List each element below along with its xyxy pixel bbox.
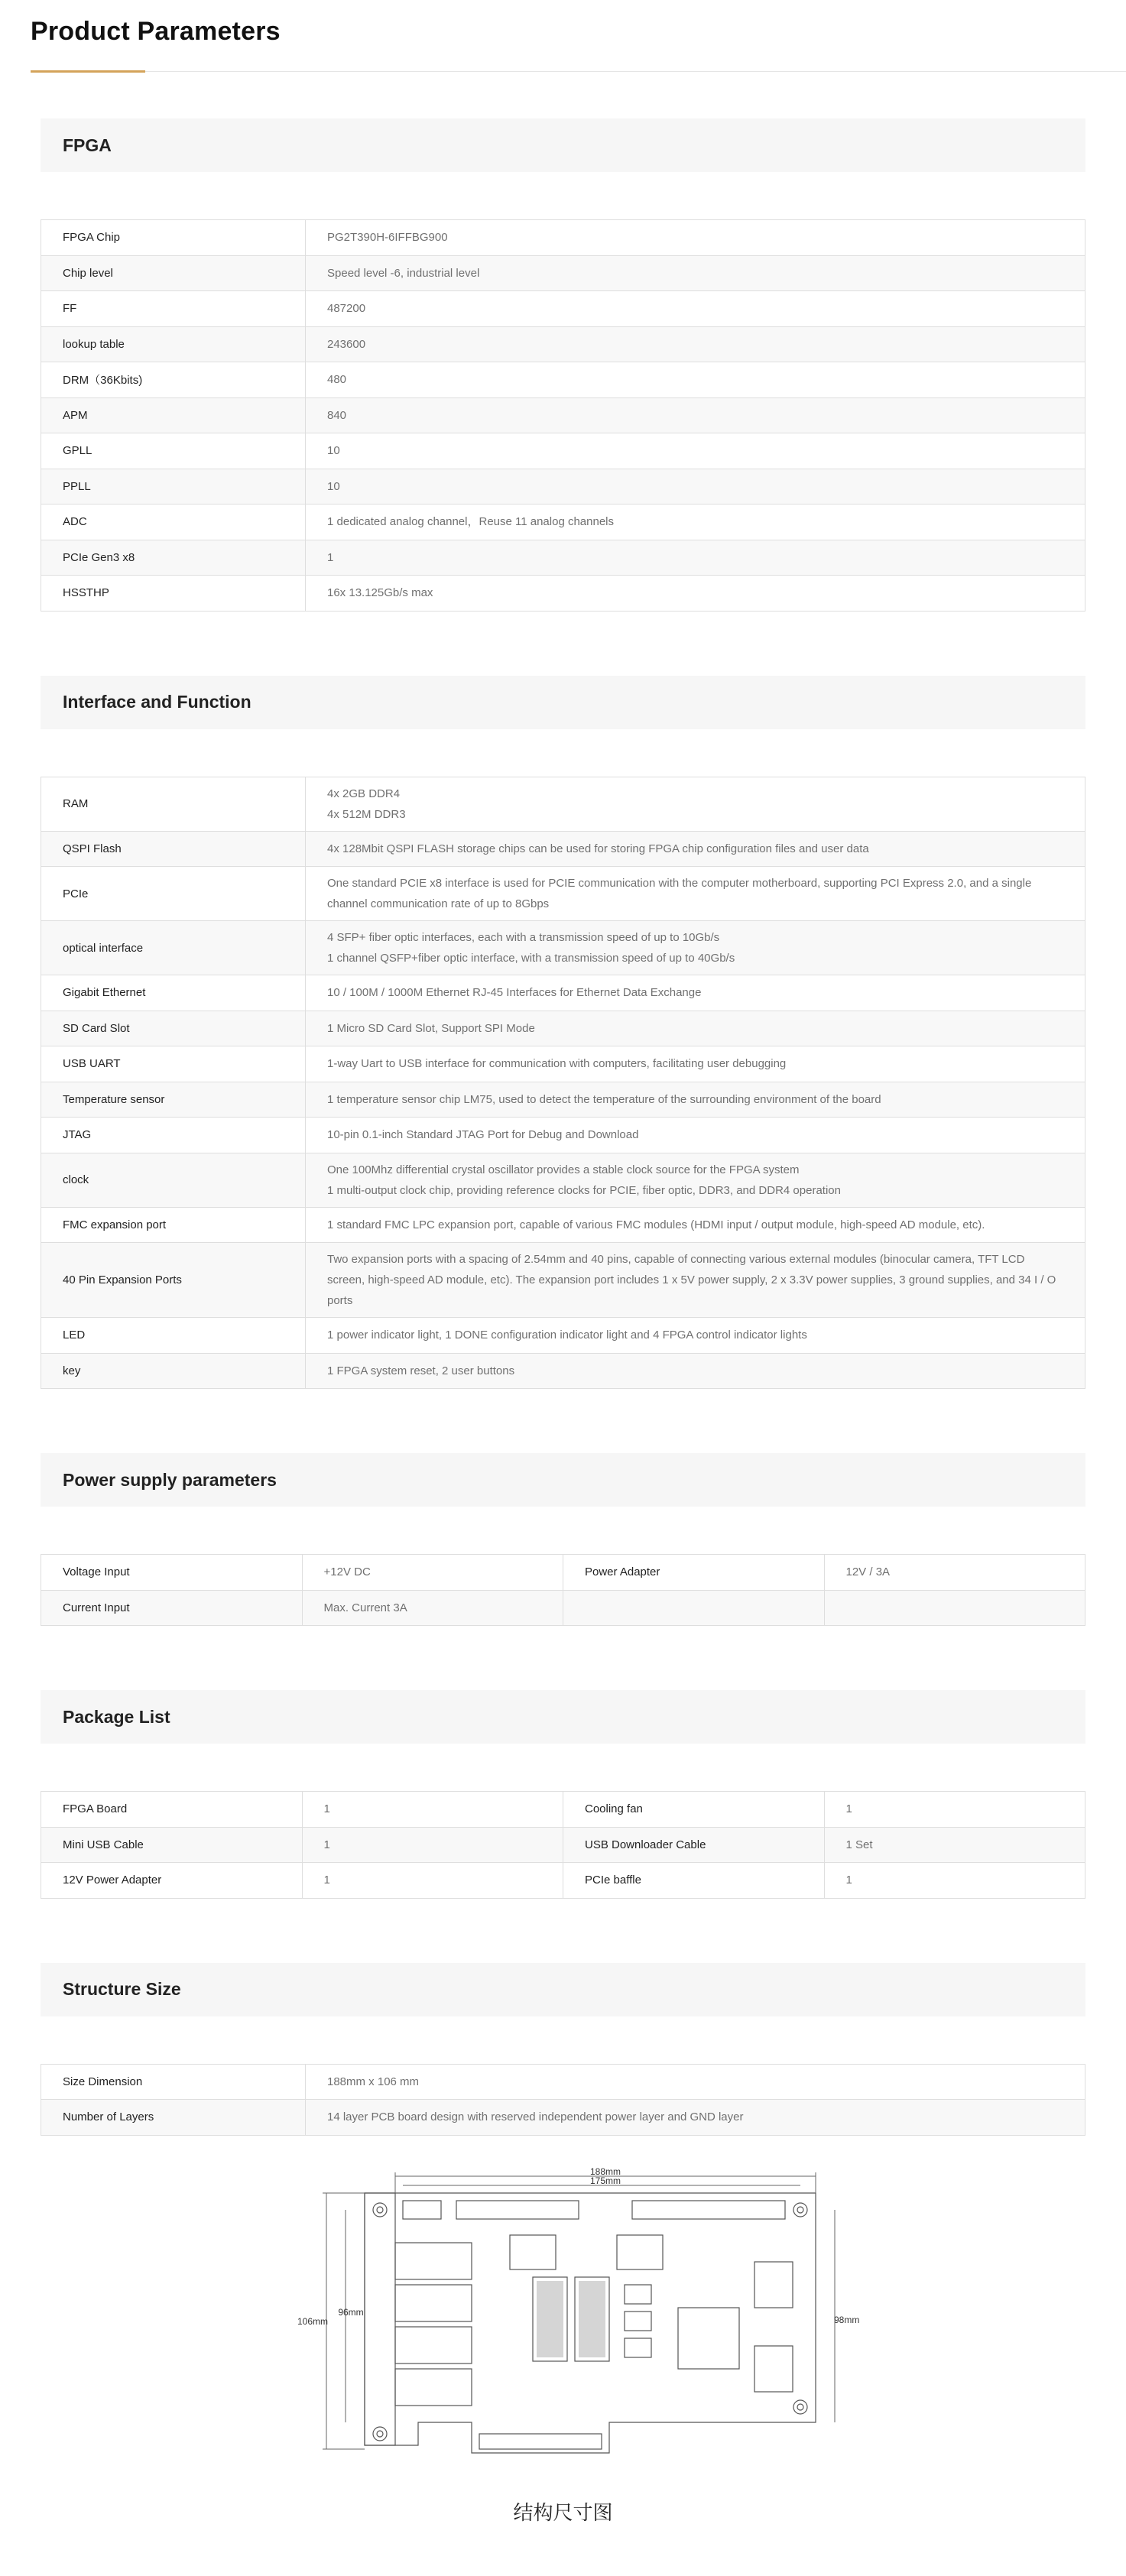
bottom-spacer bbox=[41, 2526, 1085, 2576]
spec-value: Max. Current 3A bbox=[302, 1590, 563, 1626]
section-title: FPGA bbox=[63, 135, 112, 155]
spec-value-line: 1 FPGA system reset, 2 user buttons bbox=[327, 1364, 515, 1377]
header-divider bbox=[31, 71, 1126, 72]
spec-value bbox=[306, 921, 1085, 975]
table-row bbox=[41, 867, 1085, 921]
spec-key: ADC bbox=[41, 504, 306, 540]
spec-value: 188mm x 106 mm bbox=[306, 2064, 1085, 2100]
dim-175-label: 175mm bbox=[589, 2175, 621, 2186]
spec-key: Cooling fan bbox=[563, 1792, 825, 1828]
spec-key: Current Input bbox=[41, 1590, 303, 1626]
spec-key: JTAG bbox=[41, 1118, 306, 1153]
dim-98-label: 98mm bbox=[833, 2314, 859, 2325]
spec-value bbox=[824, 1590, 1085, 1626]
page-title: Product Parameters bbox=[31, 17, 281, 46]
spec-value: 1 bbox=[302, 1863, 563, 1899]
spec-value: 1 bbox=[824, 1863, 1085, 1899]
spec-key: FPGA Chip bbox=[41, 220, 306, 256]
spec-key: GPLL bbox=[41, 433, 306, 469]
spec-value-line: 1 multi-output clock chip, providing reference clocks for PCIE, fiber optic, DDR3, and DDR4 operation bbox=[327, 1183, 841, 1197]
spec-key: LED bbox=[41, 1318, 306, 1354]
spec-value: 14 layer PCB board design with reserved independent power layer and GND layer bbox=[306, 2100, 1085, 2136]
spec-value-line: 1 standard FMC LPC expansion port, capable of various FMC modules (HDMI input / output module, high-speed AD module, etc). bbox=[327, 1218, 985, 1231]
spec-value-line: 1 Micro SD Card Slot, Support SPI Mode bbox=[327, 1021, 535, 1035]
table-row bbox=[41, 1555, 1085, 1591]
spec-value bbox=[306, 867, 1085, 921]
table-row bbox=[41, 540, 1085, 576]
section-title: Structure Size bbox=[63, 1979, 181, 1999]
spec-value-line: 10-pin 0.1-inch Standard JTAG Port for Debug and Download bbox=[327, 1128, 639, 1142]
spec-value-line: One 100Mhz differential crystal oscillator provides a stable clock source for the FPGA system bbox=[327, 1163, 800, 1176]
section-heading-structure bbox=[41, 1963, 1085, 2016]
table-row bbox=[41, 1153, 1085, 1207]
dim-106-label: 106mm bbox=[297, 2315, 328, 2327]
table-row bbox=[41, 1207, 1085, 1243]
spec-key: FF bbox=[41, 291, 306, 327]
dim-188-label: 188mm bbox=[589, 2166, 621, 2177]
spec-value-line: 1 temperature sensor chip LM75, used to detect the temperature of the surrounding environment of the board bbox=[327, 1092, 881, 1106]
spec-key: FMC expansion port bbox=[41, 1207, 306, 1243]
spec-value: 10 bbox=[306, 433, 1085, 469]
spec-value: 1 Set bbox=[824, 1827, 1085, 1863]
spec-value bbox=[306, 1353, 1085, 1389]
spec-key: USB Downloader Cable bbox=[563, 1827, 825, 1863]
spec-key: PCIe bbox=[41, 867, 306, 921]
spec-value: 480 bbox=[306, 362, 1085, 398]
bracket-outline bbox=[365, 2193, 395, 2445]
spec-key: QSPI Flash bbox=[41, 831, 306, 867]
spec-value bbox=[306, 975, 1085, 1011]
table-row bbox=[41, 255, 1085, 291]
spec-key: DRM（36Kbits) bbox=[41, 362, 306, 398]
spec-value-line: One standard PCIE x8 interface is used for PCIE communication with the computer motherboard, supporting PCI Express 2.0, and a single channel communication rate of up to 8Gbps bbox=[327, 877, 1032, 910]
mount-hole-icon bbox=[373, 2427, 387, 2441]
table-row bbox=[41, 397, 1085, 433]
spec-key: lookup table bbox=[41, 326, 306, 362]
table-row bbox=[41, 1082, 1085, 1118]
table-row bbox=[41, 576, 1085, 612]
spec-key: Chip level bbox=[41, 255, 306, 291]
mount-hole-icon bbox=[793, 2400, 807, 2414]
spec-key: SD Card Slot bbox=[41, 1011, 306, 1046]
spec-key: key bbox=[41, 1353, 306, 1389]
section-title: Package List bbox=[63, 1706, 170, 1727]
package-list-table bbox=[41, 1791, 1085, 1899]
spec-key: APM bbox=[41, 397, 306, 433]
spec-value: 16x 13.125Gb/s max bbox=[306, 576, 1085, 612]
spec-key: Temperature sensor bbox=[41, 1082, 306, 1118]
section-title: Interface and Function bbox=[63, 692, 251, 712]
table-row bbox=[41, 2064, 1085, 2100]
spec-key: 40 Pin Expansion Ports bbox=[41, 1243, 306, 1318]
spec-value bbox=[306, 1046, 1085, 1082]
spec-value: 12V / 3A bbox=[824, 1555, 1085, 1591]
table-row bbox=[41, 975, 1085, 1011]
table-row bbox=[41, 1863, 1085, 1899]
section-heading-fpga bbox=[41, 118, 1085, 172]
table-row bbox=[41, 1590, 1085, 1626]
spec-key: Power Adapter bbox=[563, 1555, 825, 1591]
spec-value: 1 bbox=[824, 1792, 1085, 1828]
spec-value-line: 4x 2GB DDR4 bbox=[327, 787, 401, 800]
table-row bbox=[41, 291, 1085, 327]
spec-value bbox=[306, 777, 1085, 831]
table-row bbox=[41, 362, 1085, 398]
table-row bbox=[41, 1792, 1085, 1828]
table-row bbox=[41, 469, 1085, 504]
power-spec-table bbox=[41, 1554, 1085, 1626]
mount-hole-icon bbox=[373, 2203, 387, 2217]
table-row bbox=[41, 1827, 1085, 1863]
spec-key: Mini USB Cable bbox=[41, 1827, 303, 1863]
table-row bbox=[41, 220, 1085, 256]
table-row bbox=[41, 1046, 1085, 1082]
spec-value: 1 bbox=[306, 540, 1085, 576]
spec-key: FPGA Board bbox=[41, 1792, 303, 1828]
table-row bbox=[41, 1118, 1085, 1153]
spec-value bbox=[306, 1318, 1085, 1354]
spec-value: 1 dedicated analog channel，Reuse 11 analog channels bbox=[306, 504, 1085, 540]
spec-value bbox=[306, 1082, 1085, 1118]
spec-key: Number of Layers bbox=[41, 2100, 306, 2136]
mount-hole-icon bbox=[793, 2203, 807, 2217]
structure-diagram bbox=[41, 2166, 1085, 2526]
spec-value bbox=[306, 831, 1085, 867]
spec-value-line: 1 channel QSFP+fiber optic interface, with a transmission speed of up to 40Gb/s bbox=[327, 952, 735, 965]
spec-key: USB UART bbox=[41, 1046, 306, 1082]
fpga-spec-table bbox=[41, 219, 1085, 612]
spec-key: RAM bbox=[41, 777, 306, 831]
diagram-caption: 结构尺寸图 bbox=[513, 2500, 613, 2524]
spec-value: 1 bbox=[302, 1827, 563, 1863]
spec-value-line: 4x 512M DDR3 bbox=[327, 807, 406, 821]
spec-value-line: 10 / 100M / 1000M Ethernet RJ-45 Interfaces for Ethernet Data Exchange bbox=[327, 986, 702, 1000]
spec-key: HSSTHP bbox=[41, 576, 306, 612]
table-row bbox=[41, 504, 1085, 540]
table-row bbox=[41, 1318, 1085, 1354]
section-title: Power supply parameters bbox=[63, 1469, 277, 1490]
table-row bbox=[41, 433, 1085, 469]
section-heading-package bbox=[41, 1690, 1085, 1744]
section-heading-power bbox=[41, 1453, 1085, 1507]
content bbox=[0, 118, 1126, 2576]
dim-96-label: 96mm bbox=[337, 2306, 364, 2318]
table-row bbox=[41, 1353, 1085, 1389]
spec-key: Voltage Input bbox=[41, 1555, 303, 1591]
header-accent-bar bbox=[31, 70, 145, 73]
spec-value-line: Two expansion ports with a spacing of 2.54mm and 40 pins, capable of connecting various external modules (binocular camera, TFT LCD screen, high-speed AD module, etc). The expansion port includes 1 x 5V power supply, 2 x 3.3V power supplies, 3 ground supplies, and 34 I / O ports bbox=[327, 1253, 1056, 1307]
page-header bbox=[0, 0, 1126, 73]
spec-value bbox=[306, 1207, 1085, 1243]
table-row bbox=[41, 326, 1085, 362]
section-heading-interface bbox=[41, 676, 1085, 729]
spec-key: Size Dimension bbox=[41, 2064, 306, 2100]
spec-value-line: 1 power indicator light, 1 DONE configuration indicator light and 4 FPGA control indicator lights bbox=[327, 1329, 807, 1342]
spec-value bbox=[306, 1011, 1085, 1046]
table-row bbox=[41, 2100, 1085, 2136]
spec-value: 243600 bbox=[306, 326, 1085, 362]
spec-value bbox=[306, 1153, 1085, 1207]
spec-key: PPLL bbox=[41, 469, 306, 504]
spec-key bbox=[563, 1590, 825, 1626]
spec-value bbox=[306, 1118, 1085, 1153]
spec-value-line: 4x 128Mbit QSPI FLASH storage chips can be used for storing FPGA chip configuration files and user data bbox=[327, 842, 869, 855]
table-row bbox=[41, 831, 1085, 867]
spec-key: 12V Power Adapter bbox=[41, 1863, 303, 1899]
spec-key: clock bbox=[41, 1153, 306, 1207]
board-dimension-drawing bbox=[281, 2166, 859, 2476]
spec-value: +12V DC bbox=[302, 1555, 563, 1591]
spec-key: PCIe Gen3 x8 bbox=[41, 540, 306, 576]
spec-value-line: 1-way Uart to USB interface for communication with computers, facilitating user debugging bbox=[327, 1057, 787, 1071]
table-row bbox=[41, 1011, 1085, 1046]
table-row bbox=[41, 921, 1085, 975]
spec-value: 487200 bbox=[306, 291, 1085, 327]
spec-key: optical interface bbox=[41, 921, 306, 975]
spec-value bbox=[306, 1243, 1085, 1318]
spec-value: Speed level -6, industrial level bbox=[306, 255, 1085, 291]
table-row bbox=[41, 1243, 1085, 1318]
spec-key: Gigabit Ethernet bbox=[41, 975, 306, 1011]
spec-value: 1 bbox=[302, 1792, 563, 1828]
structure-spec-table bbox=[41, 2064, 1085, 2136]
interface-spec-table bbox=[41, 777, 1085, 1390]
spec-value: 840 bbox=[306, 397, 1085, 433]
spec-value: PG2T390H-6IFFBG900 bbox=[306, 220, 1085, 256]
spec-value: 10 bbox=[306, 469, 1085, 504]
spec-key: PCIe baffle bbox=[563, 1863, 825, 1899]
spec-value-line: 4 SFP+ fiber optic interfaces, each with a transmission speed of up to 10Gb/s bbox=[327, 931, 720, 944]
table-row bbox=[41, 777, 1085, 831]
